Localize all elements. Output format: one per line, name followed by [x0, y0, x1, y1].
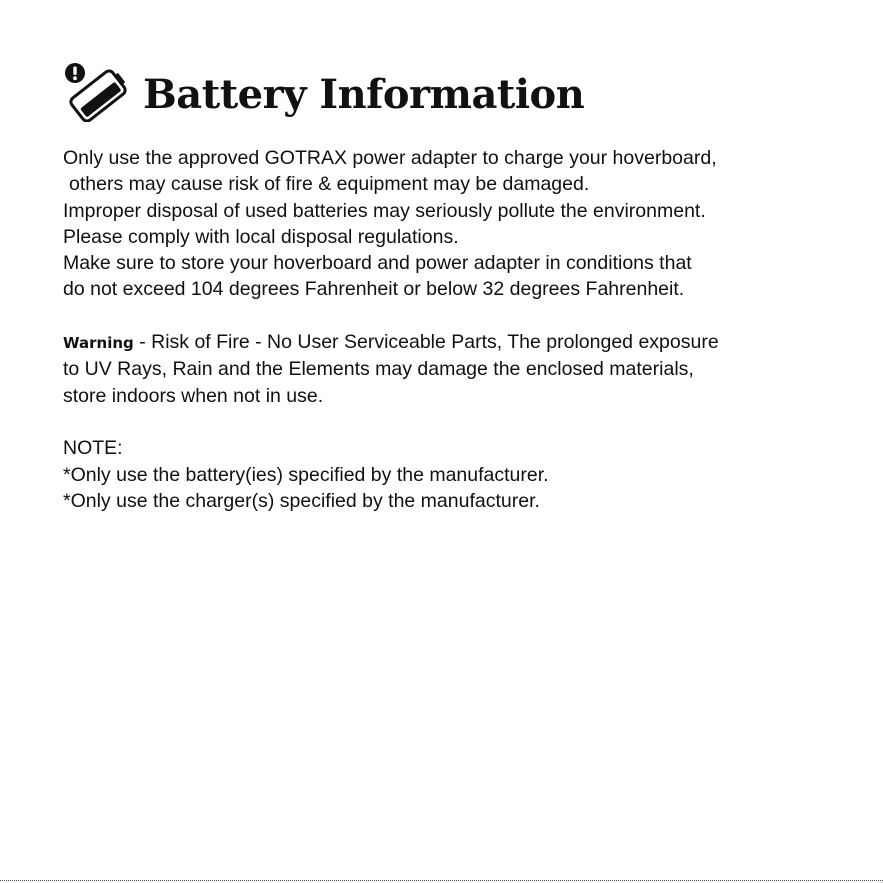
info-line: do not exceed 104 degrees Fahrenheit or below 32 degrees Fahrenheit. — [63, 278, 685, 301]
paragraph-gap — [63, 409, 863, 435]
battery-warning-icon — [62, 62, 130, 122]
note-heading: NOTE: — [63, 437, 123, 460]
warning-line: to UV Rays, Rain and the Elements may damage the enclosed materials, — [63, 358, 694, 381]
page-title: Battery Information — [143, 70, 585, 118]
bottom-divider — [0, 880, 883, 881]
warning-line: store indoors when not in use. — [63, 384, 324, 407]
paragraph-gap — [63, 303, 863, 329]
info-line: Make sure to store your hoverboard and power adapter in conditions that — [63, 252, 692, 275]
warning-label: Warning — [63, 334, 134, 353]
note-item: *Only use the charger(s) specified by the manufacturer. — [63, 489, 540, 512]
note-item: *Only use the battery(ies) specified by the manufacturer. — [63, 463, 549, 486]
info-line: others may cause risk of fire & equipment may be damaged. — [69, 173, 590, 196]
warning-text: - Risk of Fire - No User Serviceable Parts, The prolonged exposure — [133, 331, 719, 354]
document-body — [63, 145, 863, 514]
info-line: Improper disposal of used batteries may seriously pollute the environment. — [63, 199, 706, 222]
info-line: Only use the approved GOTRAX power adapter to charge your hoverboard, — [63, 147, 717, 169]
page-header — [62, 62, 584, 122]
warning-line — [63, 329, 863, 356]
info-line: Please comply with local disposal regulations. — [63, 225, 459, 248]
